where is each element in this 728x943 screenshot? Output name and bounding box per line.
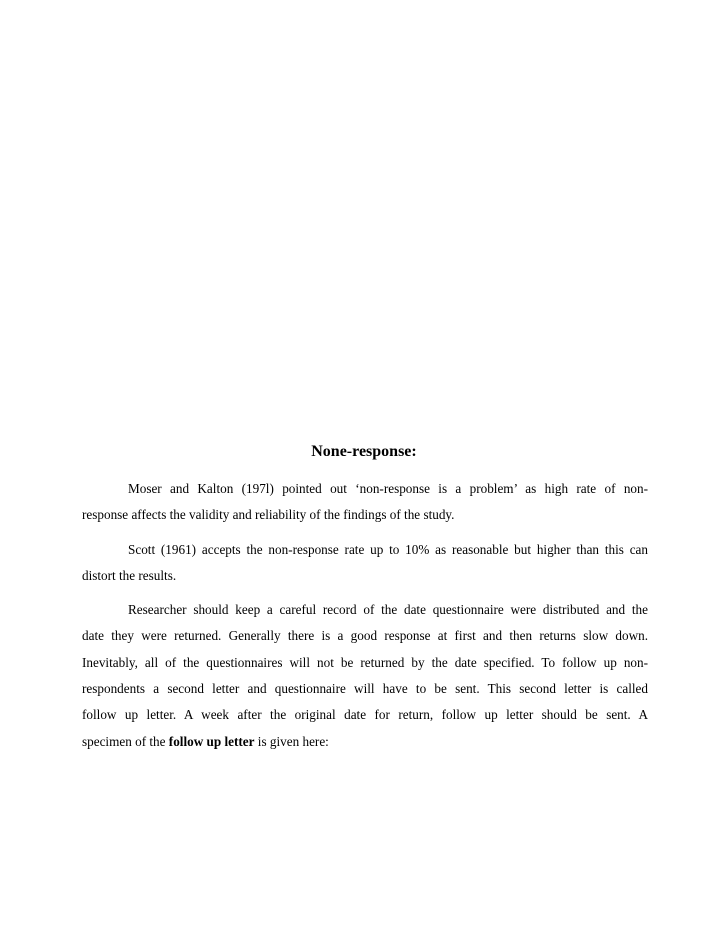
paragraph-2 (82, 537, 648, 590)
paragraph-3-line-4: respondents a second letter and questionnaire will have to be sent. This second letter is called (82, 681, 648, 697)
paragraph-2-line-1: Scott (1961) accepts the non-response rate up to 10% as reasonable but higher than this can (128, 541, 648, 557)
paragraph-3-line-6-after: is given here: (254, 733, 329, 749)
paragraph-3-line-3: Inevitably, all of the questionnaires will not be returned by the date specified. To follow up non- (82, 654, 648, 670)
follow-up-letter-emphasis: follow up letter (168, 733, 255, 749)
paragraph-3-line-6-before: specimen of the (82, 733, 169, 749)
paragraph-2-line-2: distort the results. (82, 567, 177, 583)
paragraph-3-line-2: date they were returned. Generally there is a good response at first and then returns slow down. (82, 628, 648, 644)
heading-text: None-response: (311, 443, 417, 460)
section-heading (0, 443, 728, 461)
paragraph-3-line-6 (82, 729, 648, 755)
paragraph-1-line-1: Moser and Kalton (197l) pointed out ‘non-response is a problem’ as high rate of non- (128, 481, 648, 496)
paragraph-3 (82, 597, 648, 755)
paragraph-1-line-2: response affects the validity and reliability of the findings of the study. (82, 507, 455, 523)
paragraph-1 (82, 476, 648, 529)
paragraph-3-line-5: follow up letter. A week after the original date for return, follow up letter should be sent. A (82, 707, 648, 723)
paragraph-3-line-1: Researcher should keep a careful record of the date questionnaire were distributed and the (128, 602, 648, 618)
body-text (82, 476, 648, 755)
